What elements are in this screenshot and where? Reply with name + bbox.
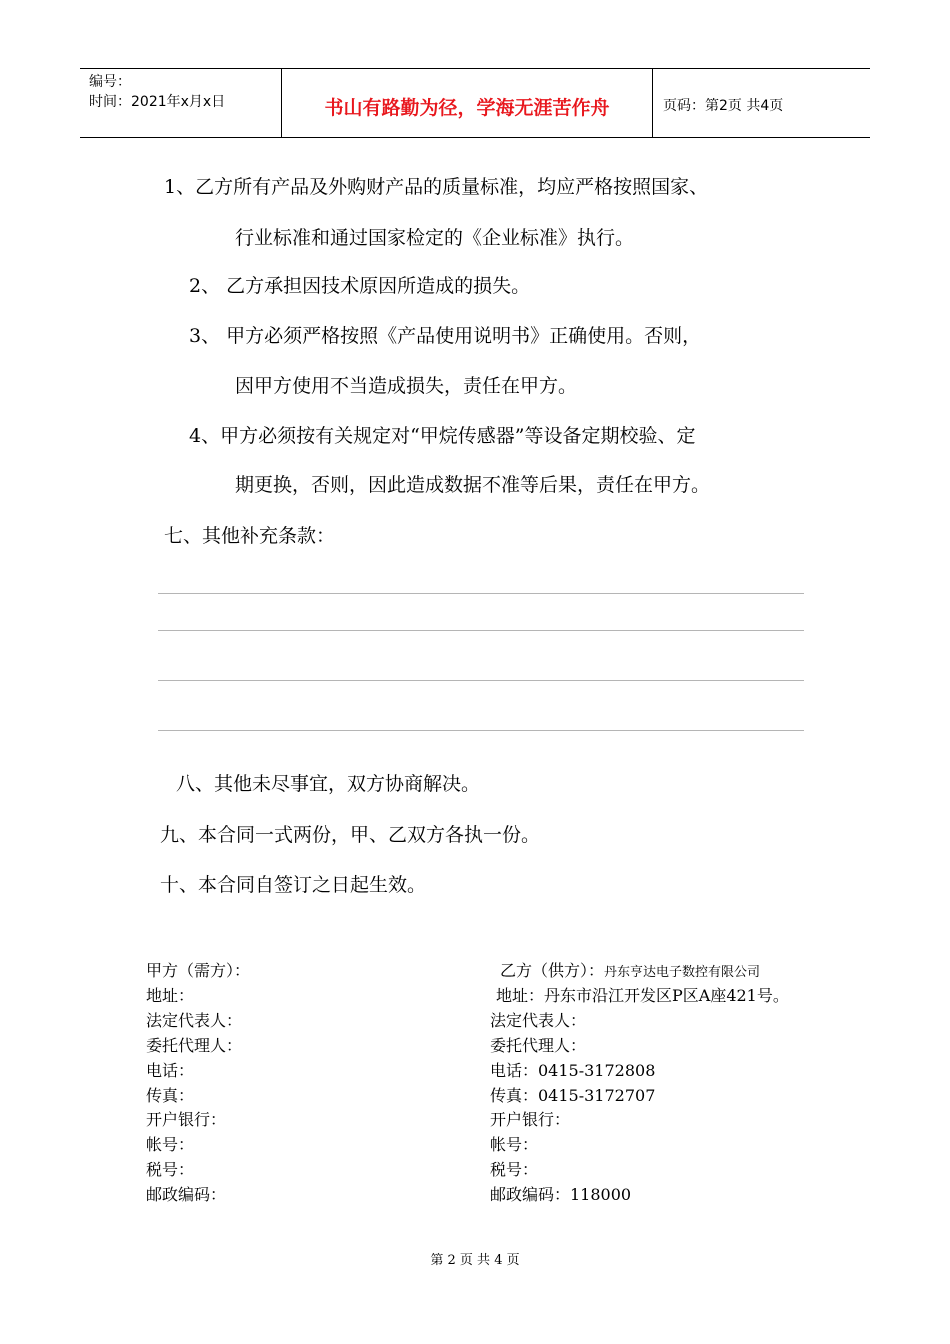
party-a-account: 帐号： bbox=[146, 1135, 195, 1154]
clause-3-line-2: 因甲方使用不当造成损失，责任在甲方。 bbox=[235, 375, 578, 397]
party-b-phone: 电话：0415-3172808 bbox=[490, 1061, 656, 1080]
document-number-label: 编号： bbox=[89, 74, 131, 90]
blank-fill-line bbox=[158, 730, 804, 731]
page-header bbox=[80, 68, 870, 138]
party-a-agent: 委托代理人： bbox=[146, 1036, 243, 1055]
party-a-bank: 开户银行： bbox=[146, 1110, 227, 1129]
party-b-title-line bbox=[500, 958, 760, 981]
header-motto-cell bbox=[282, 69, 653, 137]
party-b-address: 地址：丹东市沿江开发区P区A座421号。 bbox=[496, 986, 789, 1005]
party-b-postcode: 邮政编码：118000 bbox=[490, 1185, 632, 1204]
clause-1-line-1: 1、乙方所有产品及外购财产品的质量标准，均应严格按照国家、 bbox=[164, 176, 709, 198]
header-meta-cell bbox=[80, 69, 282, 137]
page-footer: 第 2 页 共 4 页 bbox=[430, 1253, 520, 1268]
blank-fill-line bbox=[158, 680, 804, 681]
party-b-company: 丹东亨达电子数控有限公司 bbox=[604, 965, 761, 980]
section-7-heading: 七、其他补充条款： bbox=[164, 525, 336, 547]
party-a-title: 甲方（需方）： bbox=[146, 961, 251, 980]
section-9: 九、本合同一式两份，甲、乙双方各执一份。 bbox=[160, 824, 541, 846]
party-b-fax: 传真：0415-3172707 bbox=[490, 1086, 656, 1105]
clause-2: 2、 乙方承担因技术原因所造成的损失。 bbox=[189, 275, 531, 297]
party-a-tax: 税号： bbox=[146, 1160, 195, 1179]
header-motto: 书山有路勤为径，学海无涯苦作舟 bbox=[324, 97, 610, 119]
party-b-tax: 税号： bbox=[490, 1160, 539, 1179]
party-b-account: 帐号： bbox=[490, 1135, 539, 1154]
section-10: 十、本合同自签订之日起生效。 bbox=[160, 874, 427, 896]
party-b-bank: 开户银行： bbox=[490, 1110, 571, 1129]
clause-4-line-1: 4、甲方必须按有关规定对“甲烷传感器”等设备定期校验、定 bbox=[189, 425, 696, 447]
party-b-legal-rep: 法定代表人： bbox=[490, 1011, 587, 1030]
party-b-title: 乙方（供方）： bbox=[500, 961, 605, 980]
party-b-agent: 委托代理人： bbox=[490, 1036, 587, 1055]
blank-fill-line bbox=[158, 630, 804, 631]
section-8: 八、其他未尽事宜，双方协商解决。 bbox=[176, 773, 481, 795]
blank-fill-line bbox=[158, 593, 804, 594]
clause-1-line-2: 行业标准和通过国家检定的《企业标准》执行。 bbox=[235, 227, 635, 249]
party-a-legal-rep: 法定代表人： bbox=[146, 1011, 243, 1030]
clause-4-line-2: 期更换，否则，因此造成数据不准等后果，责任在甲方。 bbox=[235, 474, 711, 496]
party-a-phone: 电话： bbox=[146, 1061, 195, 1080]
party-a-postcode: 邮政编码： bbox=[146, 1185, 227, 1204]
header-page-cell bbox=[653, 69, 870, 137]
party-a-address: 地址： bbox=[146, 986, 195, 1005]
party-a-fax: 传真： bbox=[146, 1086, 195, 1105]
clause-3-line-1: 3、 甲方必须严格按照《产品使用说明书》正确使用。否则， bbox=[189, 325, 702, 347]
document-date-label: 时间：2021年x月x日 bbox=[89, 94, 226, 110]
header-page-info: 页码：第2页 共4页 bbox=[663, 98, 784, 114]
